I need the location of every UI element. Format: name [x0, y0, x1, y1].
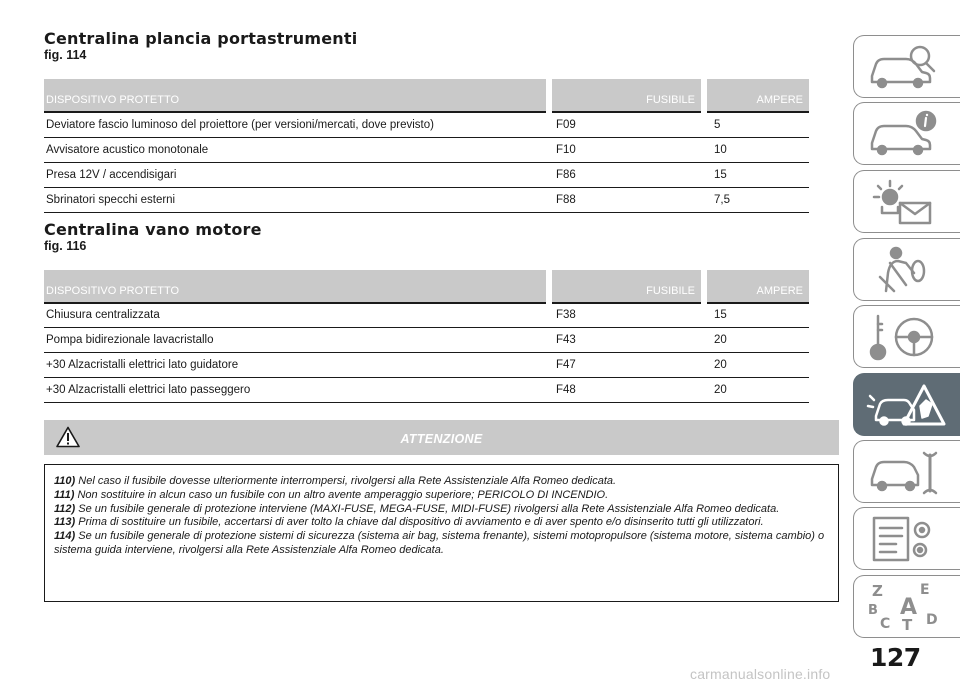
figure-reference: fig. 114 [44, 48, 87, 62]
table-header-row [44, 270, 809, 303]
tab-maintenance[interactable] [853, 440, 960, 503]
table-row [44, 187, 809, 212]
table-row [44, 137, 809, 162]
device-cell: +30 Alzacristalli elettrici lato guidatore [44, 353, 549, 378]
fuse-cell: F86 [549, 162, 704, 187]
index-letter: B [868, 603, 878, 618]
warning-note [54, 475, 830, 489]
index-letter: E [920, 582, 930, 598]
fuse-table-dashboard [44, 79, 809, 213]
column-header-fuse: FUSIBILE [549, 270, 704, 303]
warning-lights-message-icon [866, 177, 946, 227]
warning-note [54, 489, 830, 503]
ampere-cell: 10 [704, 137, 809, 162]
tab-technical-data[interactable] [853, 507, 960, 570]
alphabetic-index-icon [866, 582, 946, 632]
table-row [44, 353, 809, 378]
ampere-cell: 15 [704, 162, 809, 187]
device-cell: Deviatore fascio luminoso del proiettore (per versioni/mercati, dove previsto) [44, 112, 549, 137]
column-header-device: DISPOSITIVO PROTETTO [44, 79, 549, 112]
column-header-fuse: FUSIBILE [549, 79, 704, 112]
ampere-cell: 7,5 [704, 187, 809, 212]
fuse-cell: F38 [549, 303, 704, 328]
note-number: 110) [54, 475, 79, 487]
ampere-cell: 15 [704, 303, 809, 328]
fuse-cell: F47 [549, 353, 704, 378]
tab-warning-lights[interactable] [853, 170, 960, 233]
fuse-table-engine [44, 270, 809, 404]
note-text: Prima di sostituire un fusibile, accertarsi di aver tolto la chiave dal dispositivo di avviamento e di aver spento e/o disinserito tutti gli utilizzatori. [78, 516, 764, 529]
note-text: Se un fusibile generale di protezione interviene (MAXI-FUSE, MEGA-FUSE, MIDI-FUSE) rivolgersi alla Rete Assistenziale Alfa Romeo dedicata. [78, 502, 780, 515]
note-number: 112) [54, 502, 79, 515]
fuse-cell: F09 [549, 112, 704, 137]
tab-vehicle-knowledge[interactable] [853, 35, 960, 98]
device-cell: Avvisatore acustico monotonale [44, 137, 549, 162]
section-title-dashboard-fuse-box: Centralina plancia portastrumenti [44, 29, 358, 48]
table-row [44, 162, 809, 187]
ampere-cell: 20 [704, 328, 809, 353]
ampere-cell: 20 [704, 353, 809, 378]
fuse-cell: F88 [549, 187, 704, 212]
spec-sheet-gear-icon [866, 514, 946, 564]
fuse-cell: F48 [549, 378, 704, 403]
device-cell: +30 Alzacristalli elettrici lato passeggero [44, 378, 549, 403]
ampere-cell: 5 [704, 112, 809, 137]
index-letter: A [900, 595, 918, 620]
table-row [44, 112, 809, 137]
warning-note [54, 503, 830, 517]
fuse-cell: F10 [549, 137, 704, 162]
device-cell: Chiusura centralizzata [44, 303, 549, 328]
device-cell: Sbrinatori specchi esterni [44, 187, 549, 212]
tab-emergency[interactable] [853, 373, 960, 436]
car-search-icon [866, 42, 946, 92]
index-letter: C [880, 616, 891, 632]
fuse-cell: F43 [549, 328, 704, 353]
section-title-engine-fuse-box: Centralina vano motore [44, 219, 262, 239]
key-steering-wheel-icon [866, 312, 946, 362]
seatbelt-airbag-icon [866, 245, 946, 295]
column-header-ampere: AMPERE [704, 270, 809, 303]
main-content [44, 30, 839, 403]
warning-note [54, 516, 830, 530]
note-text: Non sostituire in alcun caso un fusibile con un altro avente amperaggio superiore; PERICOLO DI INCENDIO. [77, 488, 609, 501]
note-text: Nel caso il fusibile dovesse ulteriormente interrompersi, rivolgersi alla Rete Assistenziale Alfa Romeo dedicata. [78, 475, 617, 487]
device-cell: Presa 12V / accendisigari [44, 162, 549, 187]
tab-starting-driving[interactable] [853, 305, 960, 368]
ampere-cell: 20 [704, 378, 809, 403]
car-info-icon [866, 109, 946, 159]
table-row [44, 328, 809, 353]
table-row [44, 303, 809, 328]
page-number: 127 [870, 643, 921, 672]
index-letter: Z [872, 582, 883, 600]
column-header-ampere: AMPERE [704, 79, 809, 112]
warning-notes [44, 464, 839, 602]
note-number: 111) [54, 488, 78, 501]
car-wrench-icon [866, 447, 946, 497]
note-number: 114) [54, 530, 79, 543]
index-letter: D [926, 612, 938, 628]
warning-title: ATTENZIONE [400, 432, 483, 446]
tab-safety[interactable] [853, 238, 960, 301]
note-text: Se un fusibile generale di protezione sistemi di sicurezza (sistema air bag, sistema frenante), sistemi motopropulsore (sistema motore, sistema cambio) o sistema guida interviene, rivolgersi alla Rete Assistenziale Alfa Romeo dedicata. [54, 530, 825, 556]
note-number: 113) [54, 516, 79, 529]
watermark: carmanualsonline.info [690, 666, 831, 682]
car-breakdown-warning-icon [866, 380, 946, 430]
index-letter: T [902, 616, 913, 632]
tab-vehicle-info[interactable] [853, 102, 960, 165]
device-cell: Pompa bidirezionale lavacristallo [44, 328, 549, 353]
tab-index[interactable] [853, 575, 960, 638]
warning-header [44, 420, 839, 455]
warning-note [54, 530, 830, 558]
table-row [44, 378, 809, 403]
figure-reference: fig. 116 [44, 238, 87, 253]
column-header-device: DISPOSITIVO PROTETTO [44, 270, 549, 303]
table-header-row [44, 79, 809, 112]
